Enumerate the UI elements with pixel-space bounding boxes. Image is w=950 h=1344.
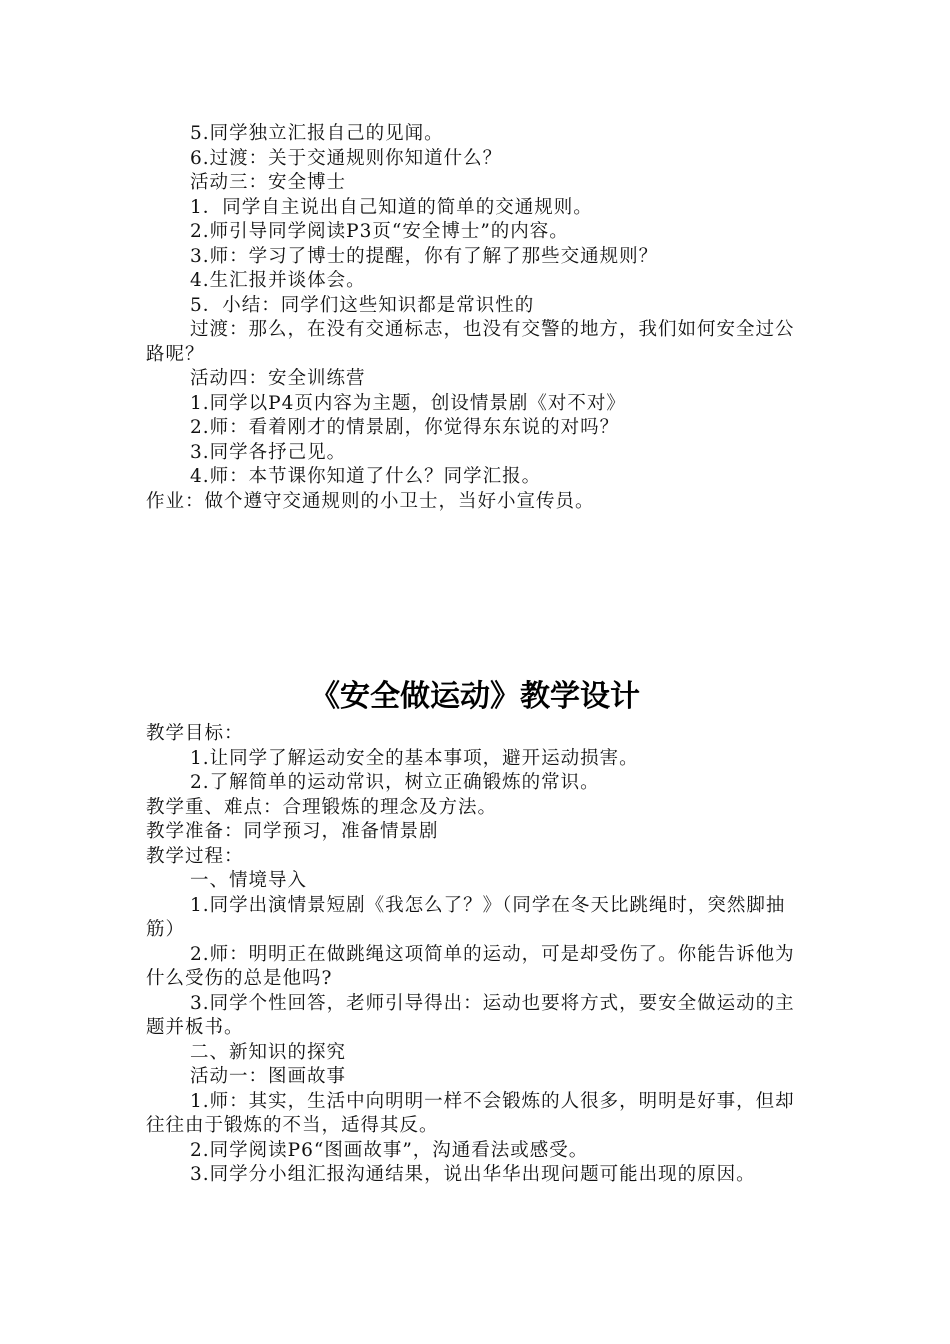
text-line: 1.让同学了解运动安全的基本事项，避开运动损害。	[190, 747, 639, 769]
text-paragraph: 过渡：那么，在没有交通标志，也没有交警的地方，我们如何安全过公路呢？	[146, 319, 795, 365]
text-line: 2.同学阅读P6“图画故事”，沟通看法或感受。	[190, 1139, 589, 1161]
document-title: 《安全做运动》教学设计	[310, 679, 640, 714]
section-heading: 一、情境导入	[190, 870, 308, 891]
text-line: 2.师引导同学阅读P3页“安全博士”的内容。	[190, 221, 569, 242]
lesson-continuation	[146, 122, 806, 514]
text-line: 2.师：看着刚才的情景剧，你觉得东东说的对吗？	[190, 417, 620, 438]
text-line: 3.同学各抒己见。	[190, 441, 347, 463]
text-line: 6.过渡：关于交通规则你知道什么？	[190, 147, 503, 169]
section-heading: 二、新知识的探究	[190, 1041, 347, 1063]
section-heading: 活动四：安全训练营	[190, 368, 366, 389]
lesson-plan-body	[146, 722, 806, 1188]
text-line: 3.师：学习了博士的提醒，你有了解了那些交通规则？	[190, 245, 659, 267]
text-line: 教学过程：	[146, 845, 244, 867]
section-heading: 活动一：图画故事	[190, 1066, 347, 1087]
text-paragraph: 1.同学出演情景短剧《我怎么了？》（同学在冬天比跳绳时，突然脚抽筋）	[146, 894, 786, 940]
text-line: 5.同学独立汇报自己的见闻。	[190, 123, 444, 144]
section-heading: 活动三：安全博士	[190, 172, 347, 193]
text-line: 教学目标：	[146, 723, 244, 744]
text-line: 5．小结：同学们这些知识都是常识性的	[190, 294, 535, 316]
text-paragraph: 3.同学个性回答，老师引导得出：运动也要将方式，要安全做运动的主题并板书。	[146, 992, 795, 1038]
homework-line: 作业：做个遵守交通规则的小卫士，当好小宣传员。	[146, 490, 595, 512]
text-line: 4.生汇报并谈体会。	[190, 270, 366, 291]
text-line: 2.了解简单的运动常识，树立正确锻炼的常识。	[190, 772, 600, 793]
text-line: 教学准备：同学预习，准备情景剧	[146, 821, 439, 842]
text-line: 4.师：本节课你知道了什么？同学汇报。	[190, 466, 542, 487]
text-paragraph: 2.师：明明正在做跳绳这项简单的运动，可是却受伤了。你能告诉他为什么受伤的总是他吗?	[146, 943, 795, 989]
text-line: 1.同学以P4页内容为主题，创设情景剧《对不对》	[190, 392, 626, 414]
text-paragraph: 1.师：其实，生活中向明明一样不会锻炼的人很多，明明是好事，但却往往由于锻炼的不当，适得其反。	[146, 1090, 795, 1136]
text-paragraph: 3.同学分小组汇报沟通结果，说出华华出现问题可能出现的原因。	[190, 1164, 756, 1185]
text-line: 1．同学自主说出自己知道的简单的交通规则。	[190, 196, 593, 218]
text-line: 教学重、难点：合理锻炼的理念及方法。	[146, 796, 498, 818]
